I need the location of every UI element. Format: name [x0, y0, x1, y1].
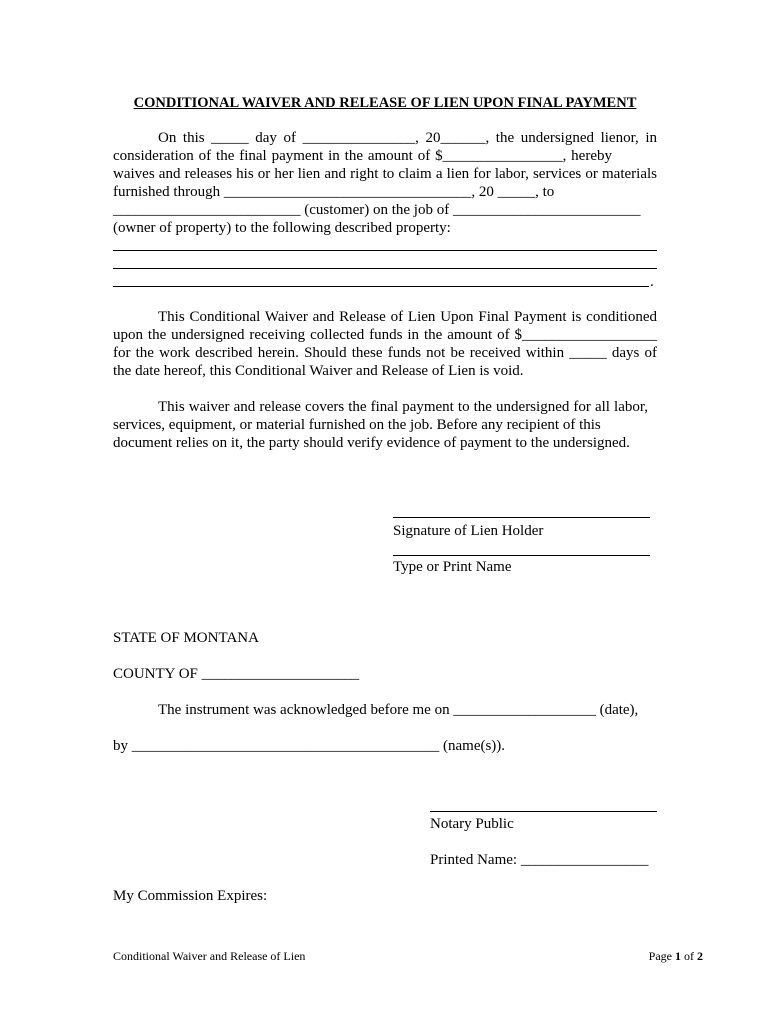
notary-printed-name: Printed Name: _________________ [430, 852, 649, 868]
county-label: COUNTY OF _____________________ [113, 666, 360, 682]
property-description-period: . [650, 274, 654, 290]
by-line: by _________________________________________ (name(s)). [113, 738, 506, 754]
paragraph3-line2: services, equipment, or material furnished on the job. Before any recipient of this [113, 417, 601, 433]
print-name-label: Type or Print Name [393, 559, 512, 575]
paragraph2-line4: the date hereof, this Conditional Waiver and Release of Lien is void. [113, 363, 524, 379]
property-description-line-3 [113, 286, 649, 287]
notary-signature-line [430, 811, 657, 812]
footer-page-prefix: Page [648, 949, 675, 963]
paragraph2-line1: This Conditional Waiver and Release of Lien Upon Final Payment is conditioned [158, 309, 657, 325]
footer-page-of: of [681, 949, 697, 963]
paragraph1-line6: (owner of property) to the following described property: [113, 220, 451, 236]
state-label: STATE OF MONTANA [113, 630, 259, 646]
print-name-line [393, 555, 650, 556]
paragraph2-line2: upon the undersigned receiving collected funds in the amount of $__________________ [113, 327, 657, 343]
paragraph3-line1: This waiver and release covers the final payment to the undersigned for all labor, [158, 399, 648, 415]
paragraph1-line5: _________________________ (customer) on the job of _________________________ [113, 202, 641, 218]
property-description-line-1 [113, 250, 657, 251]
paragraph1-line1: On this _____ day of _______________, 20______, the undersigned lienor, in [158, 130, 657, 146]
notary-public-label: Notary Public [430, 816, 514, 832]
paragraph1-line2: consideration of the final payment in the amount of $________________, hereby [113, 148, 612, 164]
signature-holder-label: Signature of Lien Holder [393, 523, 544, 539]
signature-line [393, 517, 650, 518]
paragraph2-line3: for the work described herein. Should these funds not be received within _____ days of [113, 345, 657, 361]
footer-page-total: 2 [697, 949, 703, 963]
property-description-line-2 [113, 268, 657, 269]
paragraph1-line3: waives and releases his or her lien and right to claim a lien for labor, services or materials [113, 166, 657, 182]
paragraph3-line3: document relies on it, the party should verify evidence of payment to the undersigned. [113, 435, 630, 451]
footer-document-name: Conditional Waiver and Release of Lien [113, 949, 306, 963]
acknowledged-line: The instrument was acknowledged before me on ___________________ (date), [158, 702, 639, 718]
footer-page-current: 1 [675, 949, 681, 963]
document-title: CONDITIONAL WAIVER AND RELEASE OF LIEN UPON FINAL PAYMENT [133, 95, 637, 111]
paragraph1-line4: furnished through _________________________________, 20 _____, to [113, 184, 555, 200]
footer-page-number [649, 949, 703, 963]
commission-expires-label: My Commission Expires: [113, 888, 268, 904]
